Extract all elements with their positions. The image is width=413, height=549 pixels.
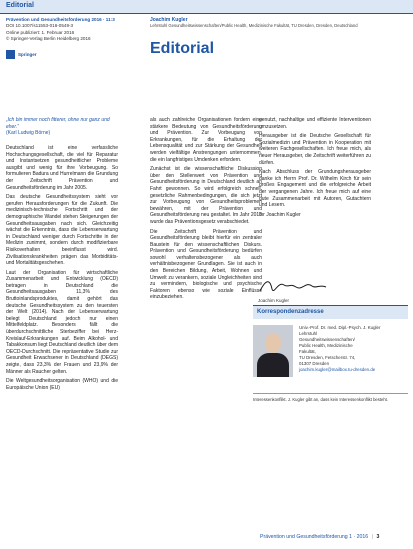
paragraph: Zunächst ist die wissenschaftliche Diskussion über den Stellenwert von Prävention und Gesundheitsförderung in Deutschland deutlich an Fahrt gewonnen. So wird erfolgreich schnell, gesetzliche Rahmenbedingungen, die sich jetzt zur Vorbeugung von Gesundheitsproblemen bewähren, mit der Prävention und Gesundheitsförderung neu gestaltet. Im Jahr 2015 wurde das Präventionsgesetz verabschiedet. — [150, 166, 262, 225]
correspondence-address — [299, 325, 409, 373]
text-column-3 — [259, 117, 371, 221]
paragraph: Die Zeitschrift Prävention und Gesundheitsförderung bleibt hierfür ein zentraler Baustein für den wissenschaftlichen Diskurs. Prävention und Gesundheitsförderung bedürfen sowohl verhaltensbezogener als auch verhältnisbezogener Grundlagen. Sie ist auch in den Bereichen Bildung, Arbeit, Wohnen und Umwelt zu verankern, soziale Ungleichheiten sind zu vermindern, biologische und psychische Faktoren ebenso wie soziale Einflüsse einzubeziehen. — [150, 228, 262, 301]
meta-journal-line: Prävention und Gesundheitsförderung 2016 · 11:3 — [6, 17, 115, 22]
address-line: Gesundheitswissenschaften/ — [299, 337, 355, 342]
address-line: Public Health, Medizinische — [299, 343, 353, 348]
paragraph: genutzt, nachhaltige und effiziente Interventionen umzusetzen. — [259, 117, 371, 130]
section-bar-rule — [0, 13, 413, 14]
author-photo-body — [257, 353, 289, 377]
correspondence-heading-bar — [253, 305, 408, 319]
meta-published-line: Online publiziert: 1. Februar 2016 — [6, 29, 75, 35]
author-block — [150, 17, 358, 30]
handwritten-signature — [258, 275, 328, 297]
conflict-of-interest-note: Interessenkonflikt. J. Kugler gibt an, dass kein Interessenkonflikt besteht. — [253, 397, 389, 402]
address-line: 01307 Dresden — [299, 361, 330, 366]
address-line: Univ.-Prof. Dr. med. Dipl.-Psych. J. Kugler — [299, 325, 381, 330]
address-line: Lehrstuhl — [299, 331, 318, 336]
signature-name: Joachim Kugler — [258, 298, 290, 303]
meta-copyright-line: © Springer-Verlag Berlin Heidelberg 2016 — [6, 36, 91, 42]
quote-text: „Ich bin immer noch fitterer, ohne nur ganz und eher.“ — [6, 117, 110, 130]
author-affiliation: Lehrstuhl Gesundheitswissenschaften/Public Health, Medizinische Fakultät, TU Dresden, Dresden, Deutschland — [150, 23, 358, 29]
quote-source: (Karl Ludwig Börne) — [6, 130, 51, 137]
section-tag: Editorial — [6, 2, 35, 9]
author-name: Joachim Kugler — [150, 17, 188, 23]
correspondence-heading: Korrespondenzadresse — [257, 309, 324, 315]
page-footer — [260, 534, 379, 540]
text-column-2 — [150, 117, 262, 304]
email-link[interactable]: joachim.kugler@mailbox.tu-dresden.de — [299, 367, 376, 372]
meta-doi-line: DOI 10.1007/s11553-016-0549-3 — [6, 23, 74, 29]
footer-journal: Prävention und Gesundheitsförderung — [260, 534, 348, 540]
paragraph: Die Weltgesundheitsorganisation (WHO) und die Europäische Union (EU) — [6, 378, 118, 391]
section-bar — [0, 0, 413, 14]
publisher-logo-text: Springer — [18, 52, 37, 57]
address-line: Fakultät, — [299, 349, 316, 354]
springer-logo-icon — [6, 50, 15, 59]
divider — [253, 393, 408, 394]
paragraph: Das deutsche Gesundheitssystem sieht vor gerufen Herausforderungen für die Zukunft. Die medizinisch-technische Fortschritt und der demographische Wandel stehen Steigerungen der Gesundheitsausgaben nach sich. Gleichzeitig wächst die Erkenntnis, dass die Lebenserwartung in Deutschland weniger durch Fortschritte in der Medizin zunimmt, sondern durch modifizierbare Risikoverhalten beeinflusst wird. Zivilisationskrankheiten prägen das Morbiditäts- und Mortalitätsgeschehen. — [6, 194, 118, 267]
page-title: Editorial — [150, 40, 215, 57]
paragraph: Laut der Organisation für wirtschaftliche Zusammenarbeit und Entwicklung (OECD) betragen in Deutschland die Gesundheitsausgaben 11,3% des Bruttoinlandsproduktes, damit gehört das deutsche Gesundheitssystem zu den teuersten der Welt (2014). Nach der Lebenserwartung belegt Deutschland jedoch nur einen Mittelfeldplatz. Besonders fällt die überdurchschnittliche Sterbeziffer bei Herz-Kreislauf-Erkrankungen auf. Beim Alkohol- und Tabakkonsum liegt Deutschland deutlich über dem OECD-Durchschnitt. Die repräsentative Studie zur Gesundheit Erwachsener in Deutschland (DEGS) zeigte, dass 23,3% der Frauen und 23,9% der Männer als Raucher gelten. — [6, 269, 118, 375]
signature-graphic — [258, 275, 328, 297]
author-photo-head — [265, 333, 281, 353]
page-number: 3 — [376, 534, 380, 540]
paragraph: Herausgeber ist die Deutsche Gesellschaft für Sozialmedizin und Prävention in Kooperation mit weiteren Fachgesellschaften. Ich freue mich, als neuer Herausgeber, die Zeitschrift weiterführen zu dürfen. — [259, 133, 371, 166]
address-line: TU Dresden, Fetscherstr. 74, — [299, 355, 356, 360]
footer-issue: 1 · 2016 — [349, 534, 369, 540]
article-meta — [6, 17, 126, 43]
paragraph: Ihr Joachim Kugler — [259, 211, 301, 218]
epigraph-quote — [6, 117, 118, 137]
paragraph: als auch zahlreiche Organisationen fordern eine stärkere Bedeutung von Gesundheitsförderung und Prävention. Zur Vorbeugung von Erkrankungen, für die Erhaltung der Lebensqualität und zur Stärkung der Gesundheit werden vielfältige Anstrengungen unternommen, die ein langfristiges Umdenken erfordern. — [150, 117, 262, 163]
author-photo — [253, 325, 293, 377]
paragraph: Deutschland ist eine verfassliche Hochschungsgesellschaft, die viel für Reparatur und Instantsetzen gesundheitlicher Probleme ausgibt und wenig für ihre Vorbeugung. So formulieren Badura und Hurrelmann die Grundung der Zeitschrift Prävention und Gesundheitsförderung im Jahr 2005. — [6, 145, 118, 191]
footer-separator: | — [371, 534, 373, 540]
text-column-1 — [6, 145, 118, 394]
publisher-logo — [6, 50, 37, 59]
paragraph: Nach Abschluss der Grundungsherausgeber danke ich Herrn Prof. Dr. Wilhelm Kirch für sein großes Engagement und die erfolgreiche Arbeit der vergangenen Jahre. Ich freue mich auf eine gute Zusammenarbeit mit Autoren, Gutachtern und Lesern. — [259, 169, 371, 209]
